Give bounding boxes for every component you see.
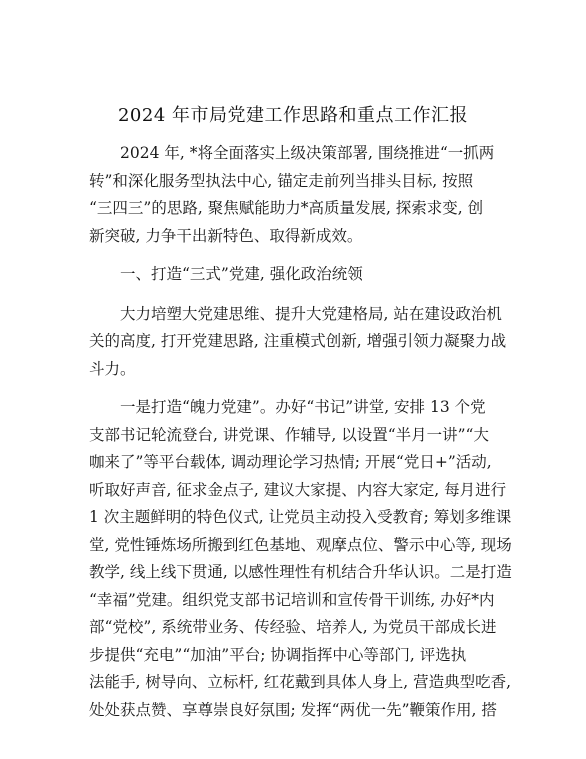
text-line: 咖来了”等平台载体, 调动理论学习热情; 开展“党日+”活动, (89, 453, 492, 471)
paragraph-spacer (89, 250, 509, 261)
text-line: 关的高度, 打开党建思路, 注重模式创新, 增强引领力凝聚力战 (89, 332, 507, 350)
text-line: 支部书记轮流登台, 讲党课、作辅导, 以设置“半月一讲”“大 (89, 425, 489, 444)
document-title: 2024 年市局党建工作思路和重点工作汇报 (117, 105, 469, 126)
text-line: 斗力。 (89, 359, 136, 378)
paragraph-details (89, 394, 512, 724)
section-heading-text: 一、打造“三式”党建, 强化政治统领 (89, 265, 363, 283)
text-line: 堂, 党性锤炼场所搬到红色基地、观摩点位、警示中心等, 现场 (89, 535, 512, 554)
text-line: 处处获点赞、享尊崇良好氛围; 发挥“两优一先”鞭策作用, 搭 (89, 700, 497, 719)
text-line: 部“党校”, 系统带业务、传经验、培养人, 为党员干部成长进 (89, 618, 497, 636)
section-heading (89, 261, 509, 289)
text-line: 大力培塑大党建思维、提升大党建格局, 站在建设政治机 (89, 304, 502, 323)
text-line: 一是打造“魄力党建”。办好“书记”讲堂, 安排 13 个党 (89, 398, 486, 416)
text-line: 教学, 线上线下贯通, 以感性理性有机结合升华认识。二是打造 (89, 563, 512, 581)
text-line: 2024 年, *将全面落实上级决策部署, 围绕推进“一抓两 (89, 144, 495, 162)
document-body (89, 140, 512, 724)
text-line: “三四三”的思路, 聚焦赋能助力*高质量发展, 探索求变, 创 (89, 199, 484, 217)
text-line: 1 次主题鲜明的特色仪式, 让党员主动投入受教育; 筹划多维课 (89, 508, 512, 526)
paragraph-overview (89, 301, 509, 384)
text-line: “幸福”党建。组织党支部书记培训和宣传骨干训练, 办好*内 (89, 590, 495, 609)
text-line: 新突破, 力争干出新特色、取得新成效。 (89, 226, 363, 245)
paragraph-intro (89, 140, 509, 250)
paragraph-spacer (89, 289, 509, 301)
text-line: 听取好声音, 征求金点子, 建议大家提、内容大家定, 每月进行 (89, 480, 507, 499)
text-line: 法能手, 树导向、立标杆, 红花戴到具体人身上, 营造典型吃香, (89, 673, 511, 691)
paragraph-spacer (89, 383, 509, 394)
text-line: 转”和深化服务型执法中心, 锚定走前列当排头目标, 按照 (89, 171, 474, 190)
text-line: 步提供“充电”“加油”平台; 协调指挥中心等部门, 评选执 (89, 645, 467, 664)
